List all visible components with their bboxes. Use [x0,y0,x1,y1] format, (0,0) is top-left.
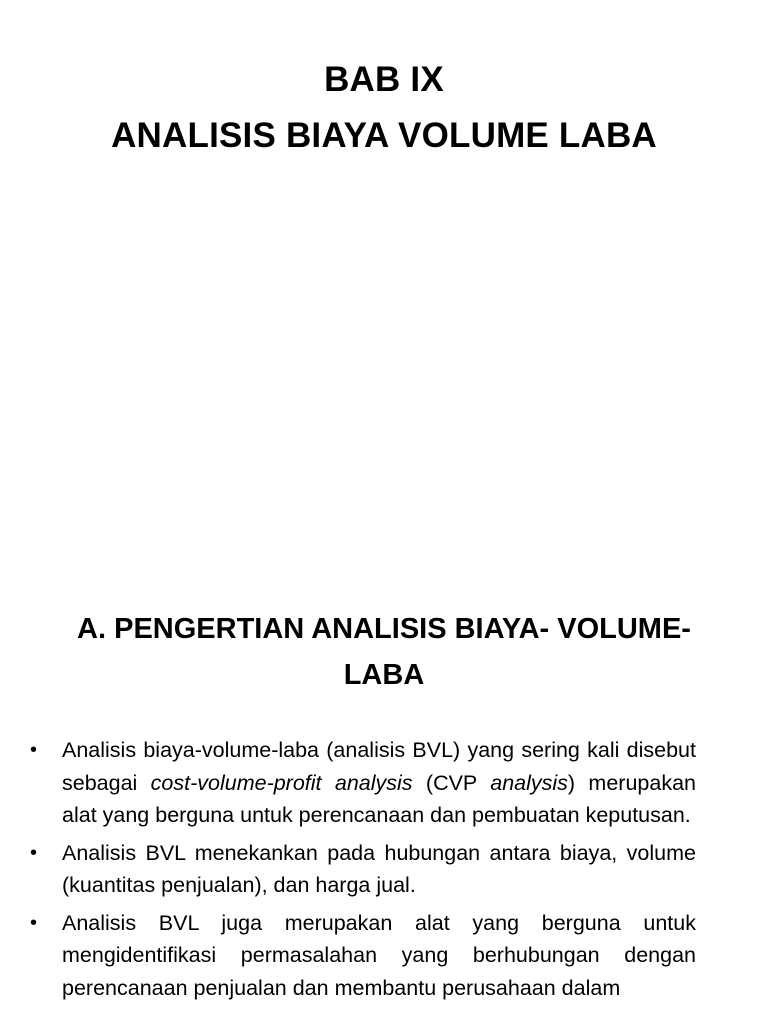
text-run-italic: cost-volume-profit analysis [150,770,413,795]
section-heading: A. PENGERTIAN ANALISIS BIAYA- VOLUME-LABA [77,613,691,691]
bullet-item [30,734,696,832]
text-run: ) merupakan alat yang berguna untuk perencanaan dan pembuatan keputusan. [62,770,696,827]
bullet-text [62,841,696,898]
bullet-marker: • [30,739,38,761]
bullet-text [62,911,696,1000]
bullet-text [62,738,696,827]
text-run: (CVP [412,770,491,795]
chapter-label: BAB IX [324,60,444,99]
chapter-title: ANALISIS BIAYA VOLUME LABA [111,116,657,155]
text-run: Analisis BVL menekankan pada hubungan antara biaya, volume (kuantitas penjualan), dan harga jual. [62,840,696,897]
bullet-list [30,734,696,1009]
slide-title [0,52,768,164]
text-run: Analisis biaya-volume-laba (analisis BVL) yang sering kali disebut sebagai [62,738,696,795]
bullet-item [30,907,696,1005]
text-run-italic: analysis [490,770,568,795]
text-run: Analisis BVL juga merupakan alat yang berguna untuk mengidentifikasi permasalahan yang berhubungan dengan perencanaan penjualan dan membantu perusahaan dalam [62,910,696,1000]
bullet-item [30,837,696,902]
bullet-marker: • [30,841,38,864]
bullet-marker: • [30,911,38,934]
